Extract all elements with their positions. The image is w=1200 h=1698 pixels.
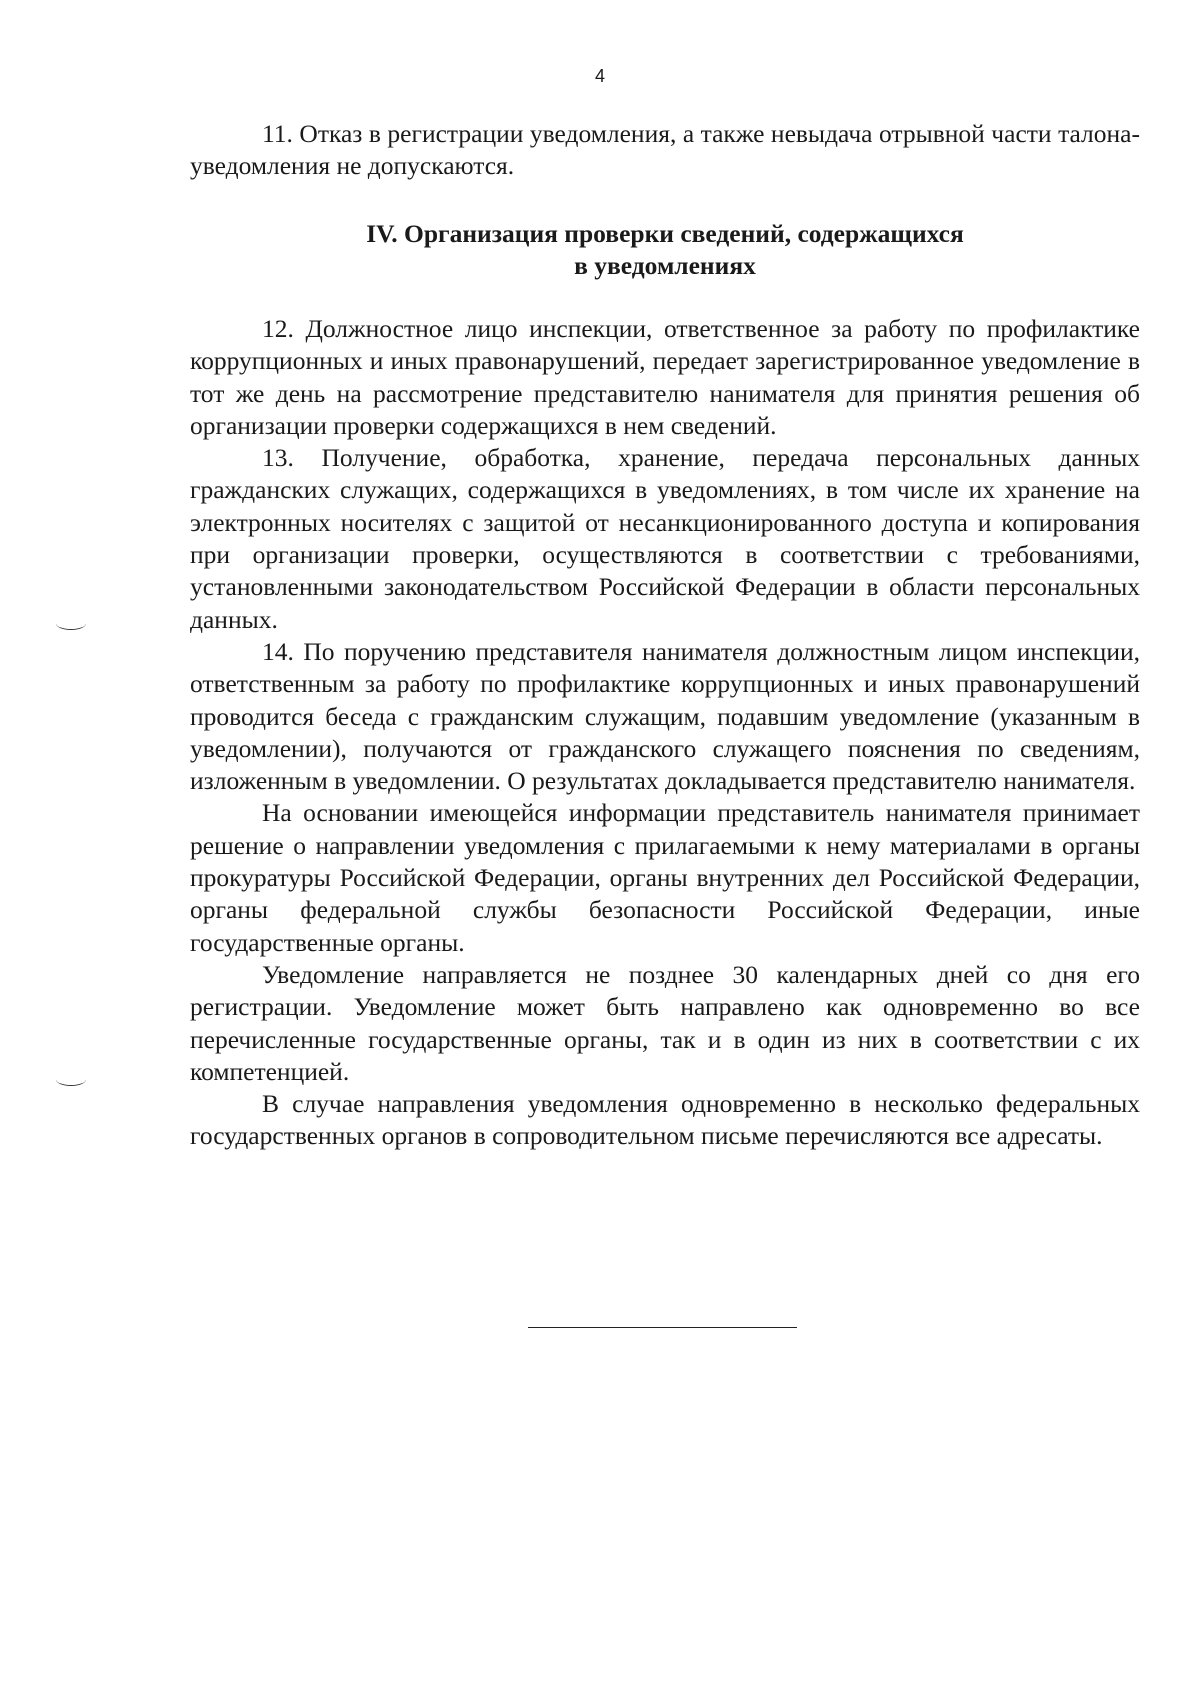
paragraph-decision: На основании имеющейся информации представитель нанимателя принимает решение о направлении уведомления с прилагаемыми к нему материалами в органы прокуратуры Российской Федерации, органы внутренних дел Российской Федерации, органы федеральной службы безопасности Российской Федерации, иные государственные органы. [190,798,1140,957]
section-heading-line-2: в уведомлениях [574,251,756,280]
binder-hole-mark [56,1073,86,1086]
section-heading-line-1: IV. Организация проверки сведений, содержащихся [366,219,964,248]
paragraph-group-top [190,118,1140,183]
paragraph-12: 12. Должностное лицо инспекции, ответственное за работу по профилактике коррупционных и иных правонарушений, передает зарегистрированное уведомление в тот же день на рассмотрение представителю нанимателя для принятия решения об организации проверки содержащихся в нем сведений. [190,314,1140,440]
page-number: 4 [594,66,605,86]
binder-hole-mark [56,617,86,630]
end-separator-line [528,1327,797,1328]
paragraph-addressees: В случае направления уведомления одновременно в несколько федеральных государственных органов в сопроводительном письме перечисляются все адресаты. [190,1089,1140,1151]
paragraph-deadline: Уведомление направляется не позднее 30 календарных дней со дня его регистрации. Уведомление может быть направлено как одновременно во все перечисленные государственные органы, так и в один из них в соответствии с их компетенцией. [190,959,1140,1086]
section-body [190,313,1140,1153]
paragraph-11: 11. Отказ в регистрации уведомления, а также невыдача отрывной части талона-уведомления не допускаются. [190,119,1140,181]
paragraph-13: 13. Получение, обработка, хранение, передача персональных данных гражданских служащих, содержащихся в уведомлениях, в том числе их хранение на электронных носителях с защитой от несанкционированного доступа и копирования при организации проверки, осуществляются в соответствии с требованиями, установленными законодательством Российской Федерации в области персональных данных. [190,443,1140,634]
paragraph-14: 14. По поручению представителя нанимателя должностным лицом инспекции, ответственным за работу по профилактике коррупционных и иных правонарушений проводится беседа с гражданским служащим, подавшим уведомление (указанным в уведомлении), получаются от гражданского служащего пояснения по сведениям, изложенным в уведомлении. О результатах докладывается представителю нанимателя. [190,636,1140,796]
section-heading [190,218,1140,282]
